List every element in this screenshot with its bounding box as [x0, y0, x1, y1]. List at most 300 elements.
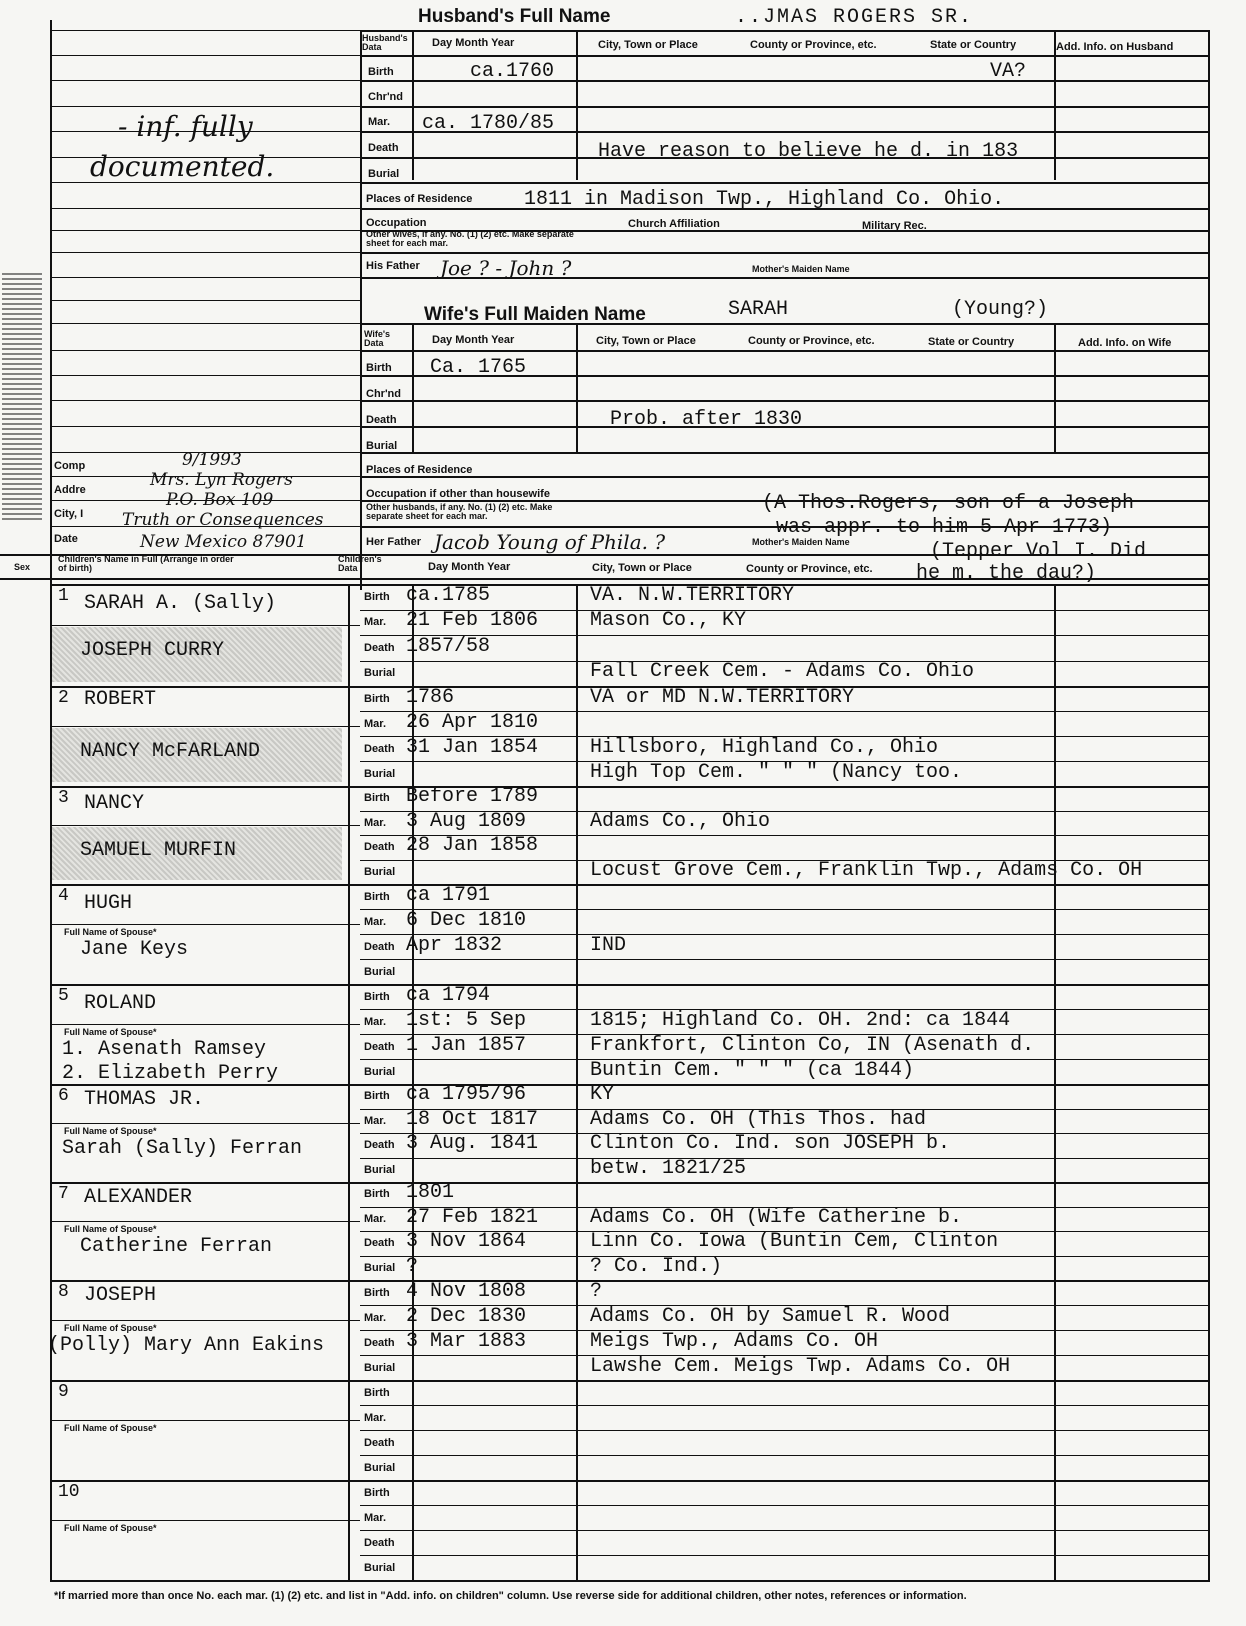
- husband-city-header: City, Town or Place: [598, 39, 698, 51]
- children-data-header: Children's Data: [338, 554, 382, 573]
- rule: [360, 55, 1210, 57]
- child-date: ca 1795/96: [406, 1083, 527, 1106]
- rule: [50, 984, 1210, 986]
- margin-note-1: - inf. fully: [118, 110, 253, 143]
- child-number: 5: [58, 986, 69, 1006]
- wife-birth-date: Ca. 1765: [430, 356, 527, 379]
- child-place: High Top Cem. " " " (Nancy too.: [590, 761, 963, 784]
- rule: [50, 625, 360, 626]
- rule: [1054, 584, 1056, 686]
- spouse-name: SAMUEL MURFIN: [80, 839, 237, 862]
- rule: [360, 1405, 1210, 1406]
- child-burial-label: Burial: [364, 1262, 396, 1274]
- child-mar-label: Mar.: [364, 1115, 387, 1127]
- child-place: Clinton Co. Ind. son JOSEPH b.: [590, 1132, 951, 1155]
- child-number: 4: [58, 886, 69, 906]
- child-date: 1857/58: [406, 635, 491, 658]
- rule: [348, 661, 350, 687]
- child-death-label: Death: [364, 642, 395, 654]
- child-death-label: Death: [364, 941, 395, 953]
- rule: [348, 1158, 350, 1183]
- child-death-label: Death: [364, 1041, 395, 1053]
- husband-residence-label: Places of Residence: [366, 193, 473, 205]
- child-burial-label: Burial: [364, 768, 396, 780]
- rule: [1054, 1380, 1056, 1480]
- rule: [348, 1207, 350, 1232]
- child-burial-label: Burial: [364, 667, 396, 679]
- rule: [348, 1455, 350, 1480]
- child-birth-label: Birth: [364, 693, 390, 705]
- rule: [360, 1455, 1210, 1456]
- child-death-label: Death: [364, 1437, 395, 1449]
- child-mar-label: Mar.: [364, 817, 387, 829]
- rule: [50, 55, 360, 56]
- child-mar-label: Mar.: [364, 1312, 387, 1324]
- rule: [348, 1084, 350, 1109]
- rule: [348, 1059, 350, 1084]
- rule: [50, 350, 360, 351]
- child-place: IND: [590, 934, 627, 957]
- rule: [1054, 1280, 1056, 1380]
- husband-father: Joe ? - John ?: [440, 256, 572, 280]
- husband-birth-date: ca.1760: [470, 60, 555, 83]
- rule: [360, 182, 1210, 184]
- rule: [412, 1380, 414, 1480]
- rule: [50, 1580, 1210, 1582]
- child-place: Linn Co. Iowa (Buntin Cem, Clinton: [590, 1230, 999, 1253]
- wife-data-label: Wife's Data: [364, 329, 391, 348]
- child-mar-label: Mar.: [364, 616, 387, 628]
- husband-occupation-label: Occupation: [366, 217, 427, 229]
- spouse-label: Full Name of Spouse*: [64, 1423, 157, 1433]
- husband-data-label: Husband's Data: [362, 33, 408, 52]
- compiler-label: Comp: [54, 460, 86, 472]
- rule: [50, 375, 360, 376]
- compiler-state: New Mexico 87901: [140, 532, 307, 552]
- child-birth-label: Birth: [364, 1387, 390, 1399]
- husband-other-wives-label: Other wives, if any. No. (1) (2) etc. Make separate sheet for each mar.: [366, 229, 574, 248]
- child-date: 1801: [406, 1181, 455, 1204]
- rule: [348, 635, 350, 661]
- husband-birth-label: Birth: [368, 66, 394, 78]
- rule: [348, 1280, 350, 1305]
- rule: [1054, 984, 1056, 1084]
- address-label: Addre: [54, 484, 86, 496]
- rule: [50, 1123, 360, 1124]
- child-date: 21 Feb 1806: [406, 609, 539, 632]
- rule: [348, 1231, 350, 1256]
- spouse-label: Full Name of Spouse*: [64, 1323, 157, 1333]
- rule: [50, 300, 360, 301]
- children-city-header: City, Town or Place: [592, 562, 692, 574]
- rule: [50, 726, 360, 727]
- rule: [576, 786, 578, 884]
- child-name: NANCY: [84, 792, 145, 815]
- rule: [50, 1520, 360, 1521]
- rule: [348, 959, 350, 984]
- rule: [348, 884, 350, 909]
- child-place: Adams Co. OH by Samuel R. Wood: [590, 1305, 951, 1328]
- child-death-label: Death: [364, 1237, 395, 1249]
- wife-chrnd-label: Chr'nd: [366, 388, 401, 400]
- child-place: Lawshe Cem. Meigs Twp. Adams Co. OH: [590, 1355, 1011, 1378]
- wife-county-header: County or Province, etc.: [748, 335, 875, 347]
- compiler-name: Mrs. Lyn Rogers: [150, 470, 293, 490]
- rule: [576, 1380, 578, 1480]
- spouse-name: (Polly) Mary Ann Eakins: [48, 1334, 325, 1357]
- wife-mother-label: Mother's Maiden Name: [752, 537, 850, 547]
- rule: [50, 924, 360, 925]
- wife-note-line-4: he m. the dau?): [916, 562, 1097, 585]
- child-birth-label: Birth: [364, 1487, 390, 1499]
- wife-birth-label: Birth: [366, 362, 392, 374]
- rule: [576, 1182, 578, 1280]
- child-name: SARAH A. (Sally): [84, 592, 277, 615]
- child-place: Mason Co., KY: [590, 609, 747, 632]
- rule: [576, 30, 578, 180]
- child-place: Meigs Twp., Adams Co. OH: [590, 1330, 879, 1353]
- child-name: ALEXANDER: [84, 1186, 193, 1209]
- rule: [348, 584, 350, 610]
- rule: [360, 959, 1210, 960]
- compiler-city: Truth or Consequences: [122, 510, 324, 530]
- rule: [360, 1555, 1210, 1556]
- compiler-box: P.O. Box 109: [166, 490, 274, 510]
- rule: [576, 686, 578, 786]
- child-date: 3 Aug 1809: [406, 810, 527, 833]
- rule: [1054, 1084, 1056, 1182]
- wife-state-header: State or Country: [928, 336, 1015, 348]
- child-mar-label: Mar.: [364, 916, 387, 928]
- child-birth-label: Birth: [364, 891, 390, 903]
- rule: [348, 1530, 350, 1555]
- wife-city-header: City, Town or Place: [596, 335, 696, 347]
- spouse-label: Full Name of Spouse*: [64, 1027, 157, 1037]
- compiler-date: 9/1993: [182, 450, 242, 470]
- child-date: 1st: 5 Sep: [406, 1009, 527, 1032]
- wife-father-label: Her Father: [366, 536, 422, 548]
- child-mar-label: Mar.: [364, 718, 387, 730]
- child-date: 27 Feb 1821: [406, 1206, 539, 1229]
- child-number: 6: [58, 1086, 69, 1106]
- child-burial-label: Burial: [364, 966, 396, 978]
- child-birth-label: Birth: [364, 1287, 390, 1299]
- spouse-name: NANCY McFARLAND: [80, 740, 261, 763]
- husband-mother-label: Mother's Maiden Name: [752, 264, 850, 274]
- child-mar-label: Mar.: [364, 1412, 387, 1424]
- child-birth-label: Birth: [364, 991, 390, 1003]
- rule: [360, 400, 1210, 402]
- wife-burial-label: Burial: [366, 440, 398, 452]
- children-name-header: Children's Name in Full (Arrange in order of birth): [58, 554, 234, 573]
- rule: [50, 1280, 1210, 1282]
- wife-title-label: Wife's Full Maiden Name: [424, 304, 646, 325]
- rule: [348, 736, 350, 761]
- rule: [1054, 323, 1056, 453]
- rule: [50, 1320, 360, 1321]
- city-label: City, I: [54, 508, 84, 520]
- spouse-name: Jane Keys: [80, 938, 189, 961]
- child-date: ca.1785: [406, 584, 491, 607]
- rule: [348, 934, 350, 959]
- rule: [348, 1133, 350, 1158]
- spouse-name: JOSEPH CURRY: [80, 639, 225, 662]
- child-date: 3 Mar 1883: [406, 1330, 527, 1353]
- child-place: Adams Co., Ohio: [590, 810, 771, 833]
- child-date: 28 Jan 1858: [406, 834, 539, 857]
- child-place: VA. N.W.TERRITORY: [590, 584, 795, 607]
- husband-church-label: Church Affiliation: [628, 218, 720, 230]
- rule: [50, 252, 360, 253]
- rule: [50, 30, 360, 31]
- child-burial-label: Burial: [364, 1066, 396, 1078]
- rule: [360, 452, 1210, 454]
- footnote: *If married more than once No. each mar. (1) (2) etc. and list in "Add. info. on children" column. Use reverse side for additional children, other notes, references or information.: [54, 1590, 967, 1602]
- child-burial-label: Burial: [364, 1462, 396, 1474]
- husband-county-header: County or Province, etc.: [750, 39, 877, 51]
- rule: [360, 476, 1210, 478]
- rule: [412, 1480, 414, 1580]
- child-mar-label: Mar.: [364, 1213, 387, 1225]
- wife-occupation-label: Occupation if other than housewife: [366, 488, 550, 500]
- rule: [348, 1480, 350, 1505]
- child-place: Frankfort, Clinton Co, IN (Asenath d.: [590, 1034, 1035, 1057]
- rule: [576, 884, 578, 984]
- child-burial-label: Burial: [364, 1164, 396, 1176]
- child-mar-label: Mar.: [364, 1512, 387, 1524]
- rule: [360, 1430, 1210, 1431]
- rule: [348, 1009, 350, 1034]
- rule: [50, 1420, 360, 1421]
- husband-birth-state: VA?: [990, 60, 1027, 83]
- spouse-name: 1. Asenath Ramsey: [62, 1038, 267, 1061]
- rule: [50, 80, 360, 81]
- child-date: 31 Jan 1854: [406, 736, 539, 759]
- husband-title-label: Husband's Full Name: [418, 6, 611, 27]
- rule: [50, 1480, 1210, 1482]
- rule: [348, 1034, 350, 1059]
- rule: [1054, 1182, 1056, 1280]
- child-burial-label: Burial: [364, 866, 396, 878]
- wife-other-husbands-label: Other husbands, if any. No. (1) (2) etc. Make separate sheet for each mar.: [366, 502, 553, 521]
- rule: [50, 323, 360, 324]
- rule: [348, 1182, 350, 1207]
- child-date: 1786: [406, 686, 455, 709]
- husband-day-header: Day Month Year: [432, 37, 515, 49]
- child-place: Adams Co. OH (This Thos. had: [590, 1108, 927, 1131]
- rule: [360, 30, 362, 590]
- husband-residence: 1811 in Madison Twp., Highland Co. Ohio.: [524, 188, 1005, 211]
- child-birth-label: Birth: [364, 792, 390, 804]
- child-date: 4 Nov 1808: [406, 1280, 527, 1303]
- child-date: 3 Aug. 1841: [406, 1132, 539, 1155]
- spouse-name: Sarah (Sally) Ferran: [62, 1137, 303, 1160]
- rule: [348, 1305, 350, 1330]
- child-number: 2: [58, 688, 69, 708]
- rule: [576, 1084, 578, 1182]
- rule: [576, 584, 578, 686]
- rule: [412, 323, 414, 453]
- rule: [348, 1430, 350, 1455]
- child-birth-label: Birth: [364, 1090, 390, 1102]
- rule: [50, 208, 360, 209]
- rule: [50, 1221, 360, 1222]
- child-date: 18 Oct 1817: [406, 1108, 539, 1131]
- rule: [576, 323, 578, 453]
- child-date: ca 1791: [406, 884, 491, 907]
- rule: [576, 1480, 578, 1580]
- rule: [360, 106, 1210, 108]
- rule: [50, 1380, 1210, 1382]
- wife-residence-label: Places of Residence: [366, 464, 473, 476]
- child-death-label: Death: [364, 1537, 395, 1549]
- child-number: 10: [58, 1482, 80, 1502]
- child-name: JOSEPH: [84, 1284, 157, 1307]
- child-date: Apr 1832: [406, 934, 503, 957]
- husband-mar-label: Mar.: [368, 116, 391, 128]
- husband-father-label: His Father: [366, 260, 420, 272]
- spouse-label: Full Name of Spouse*: [64, 1126, 157, 1136]
- rule: [576, 1280, 578, 1380]
- child-place: VA or MD N.W.TERRITORY: [590, 686, 855, 709]
- child-place: betw. 1821/25: [590, 1157, 747, 1180]
- child-date: ca 1794: [406, 984, 491, 1007]
- rule: [360, 1530, 1210, 1531]
- husband-death-note: Have reason to believe he d. in 183: [598, 140, 1019, 163]
- child-date: Before 1789: [406, 785, 539, 808]
- rule: [348, 811, 350, 836]
- child-death-label: Death: [364, 841, 395, 853]
- children-day-header: Day Month Year: [428, 561, 511, 573]
- rule: [1054, 1480, 1056, 1580]
- rule: [576, 984, 578, 1084]
- rule: [50, 1182, 1210, 1184]
- child-burial-label: Burial: [364, 1362, 396, 1374]
- child-place: ?: [590, 1280, 603, 1303]
- child-death-label: Death: [364, 743, 395, 755]
- rule: [1208, 30, 1210, 1580]
- child-name: ROLAND: [84, 992, 157, 1015]
- wife-note-line-2: was appr. to him 5 Apr 1773): [776, 516, 1113, 539]
- sex-header: Sex: [14, 562, 31, 572]
- rule: [348, 984, 350, 1009]
- husband-chrnd-label: Chr'nd: [368, 91, 403, 103]
- child-place: Locust Grove Cem., Franklin Twp., Adams Co. OH: [590, 859, 1143, 882]
- child-date: 1 Jan 1857: [406, 1034, 527, 1057]
- child-place: Fall Creek Cem. - Adams Co. Ohio: [590, 660, 975, 683]
- rule: [50, 786, 1210, 788]
- wife-note-line-3: (Tepper Vol I. Did: [930, 540, 1147, 563]
- rule: [412, 30, 414, 180]
- rule: [348, 1330, 350, 1355]
- rule: [348, 686, 350, 711]
- child-date: 2 Dec 1830: [406, 1305, 527, 1328]
- rule: [348, 1109, 350, 1134]
- child-name: HUGH: [84, 892, 133, 915]
- publisher-spine-text: [2, 270, 42, 520]
- children-county-header: County or Province, etc.: [746, 563, 873, 575]
- rule: [1054, 884, 1056, 984]
- wife-add-header: Add. Info. on Wife: [1078, 337, 1172, 349]
- child-name: THOMAS JR.: [84, 1088, 205, 1111]
- child-death-label: Death: [364, 1337, 395, 1349]
- rule: [50, 825, 360, 826]
- child-birth-label: Birth: [364, 591, 390, 603]
- husband-state-header: State or Country: [930, 39, 1017, 51]
- rule: [50, 230, 360, 231]
- rule: [348, 1355, 350, 1380]
- rule: [348, 1555, 350, 1580]
- child-number: 8: [58, 1282, 69, 1302]
- child-place: ? Co. Ind.): [590, 1255, 723, 1278]
- margin-note-2: documented.: [90, 150, 275, 183]
- spouse-name-2: 2. Elizabeth Perry: [62, 1062, 279, 1085]
- husband-burial-label: Burial: [368, 168, 400, 180]
- child-burial-label: Burial: [364, 1562, 396, 1574]
- rule: [360, 1505, 1210, 1506]
- husband-name: ..JMAS ROGERS SR.: [735, 6, 974, 29]
- rule: [1054, 686, 1056, 786]
- wife-death-label: Death: [366, 414, 397, 426]
- rule: [348, 909, 350, 934]
- child-place: 1815; Highland Co. OH. 2nd: ca 1844: [590, 1009, 1011, 1032]
- rule: [348, 1256, 350, 1281]
- child-date: 3 Nov 1864: [406, 1230, 527, 1253]
- child-date: ?: [406, 1255, 419, 1278]
- child-date: 26 Apr 1810: [406, 711, 539, 734]
- child-place: Adams Co. OH (Wife Catherine b.: [590, 1206, 963, 1229]
- child-mar-label: Mar.: [364, 1016, 387, 1028]
- rule: [348, 711, 350, 736]
- rule: [348, 761, 350, 786]
- child-birth-label: Birth: [364, 1188, 390, 1200]
- child-number: 3: [58, 788, 69, 808]
- child-place: Hillsboro, Highland Co., Ohio: [590, 736, 939, 759]
- child-death-label: Death: [364, 1139, 395, 1151]
- rule: [348, 786, 350, 811]
- child-date: 6 Dec 1810: [406, 909, 527, 932]
- child-place: KY: [590, 1083, 615, 1106]
- husband-death-label: Death: [368, 142, 399, 154]
- rule: [360, 252, 1210, 254]
- spouse-label: Full Name of Spouse*: [64, 1224, 157, 1234]
- rule: [50, 400, 360, 401]
- wife-note-line-1: (A Thos.Rogers, son of a Joseph: [762, 492, 1135, 515]
- rule: [50, 277, 360, 278]
- rule: [360, 1158, 1210, 1159]
- spouse-label: Full Name of Spouse*: [64, 1523, 157, 1533]
- rule: [50, 106, 360, 107]
- husband-military-label: Military Rec.: [862, 220, 927, 232]
- wife-death-note: Prob. after 1830: [610, 408, 803, 431]
- child-number: 1: [58, 586, 69, 606]
- wife-father: Jacob Young of Phila. ?: [434, 530, 666, 554]
- rule: [348, 1380, 350, 1405]
- child-number: 7: [58, 1184, 69, 1204]
- husband-add-header: Add. Info. on Husband: [1056, 41, 1174, 53]
- child-place: Buntin Cem. " " " (ca 1844): [590, 1059, 915, 1082]
- rule: [348, 610, 350, 636]
- rule: [348, 1505, 350, 1530]
- rule: [360, 1256, 1210, 1257]
- spouse-label: Full Name of Spouse*: [64, 927, 157, 937]
- spouse-name: Catherine Ferran: [80, 1235, 273, 1258]
- date-label: Date: [54, 533, 78, 545]
- child-number: 9: [58, 1382, 69, 1402]
- wife-name-note: (Young?): [952, 298, 1049, 321]
- rule: [50, 884, 1210, 886]
- rule: [348, 835, 350, 860]
